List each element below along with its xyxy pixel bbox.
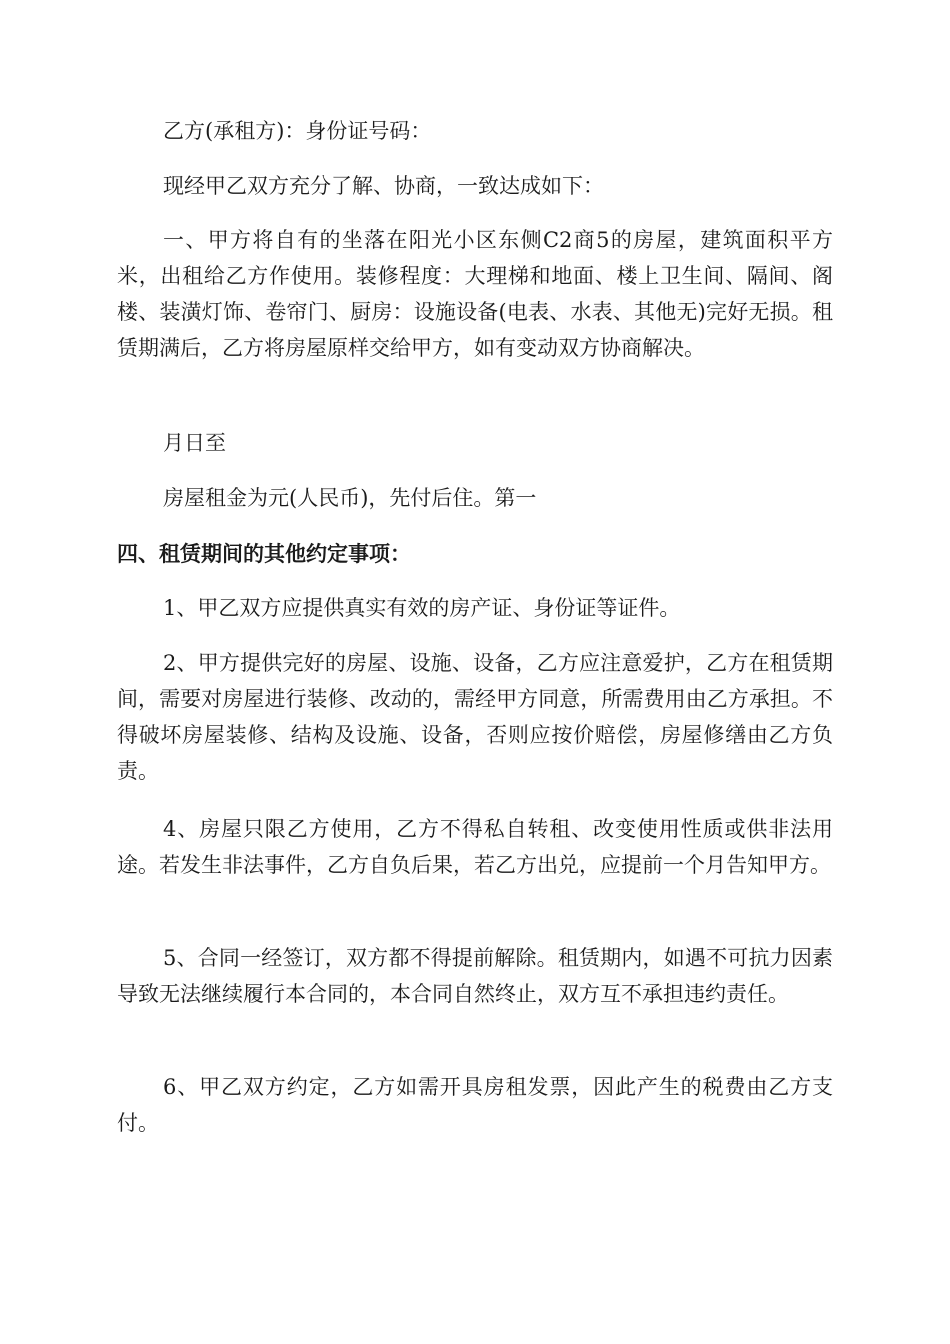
rent-line: 房屋租金为元(人民币)，先付后住。第一 <box>163 486 537 510</box>
item-2: 2、甲方提供完好的房屋、设施、设备，乙方应注意爱护，乙方在租赁期间，需要对房屋进行装修、改动的，需经甲方同意，所需费用由乙方承担。不得破坏房屋装修、结构及设施、设备，否则应按价赔偿，房屋修缮由乙方负责。 <box>117 651 833 783</box>
clause-one: 一、甲方将自有的坐落在阳光小区东侧C2商5的房屋，建筑面积平方米，出租给乙方作使用。装修程度：大理梯和地面、楼上卫生间、隔间、阁楼、装潢灯饰、卷帘门、厨房：设施设备(电表、水表、其他无)完好无损。租赁期满后，乙方将房屋原样交给甲方，如有变动双方协商解决。 <box>117 228 833 360</box>
term-dates: 月日至 <box>163 431 226 455</box>
agreement-intro: 现经甲乙双方充分了解、协商，一致达成如下： <box>163 174 604 198</box>
section-heading: 四、租赁期间的其他约定事项： <box>117 541 411 566</box>
item-1: 1、甲乙双方应提供真实有效的房产证、身份证等证件。 <box>163 596 681 620</box>
item-4: 4、房屋只限乙方使用，乙方不得私自转租、改变使用性质或供非法用途。若发生非法事件，乙方自负后果，若乙方出兑，应提前一个月告知甲方。 <box>117 817 833 877</box>
item-5: 5、合同一经签订，双方都不得提前解除。租赁期内，如遇不可抗力因素导致无法继续履行本合同的，本合同自然终止，双方互不承担违约责任。 <box>117 946 833 1006</box>
party-b-line: 乙方(承租方)：身份证号码： <box>163 119 432 143</box>
item-6: 6、甲乙双方约定，乙方如需开具房租发票，因此产生的税费由乙方支付。 <box>117 1075 833 1135</box>
